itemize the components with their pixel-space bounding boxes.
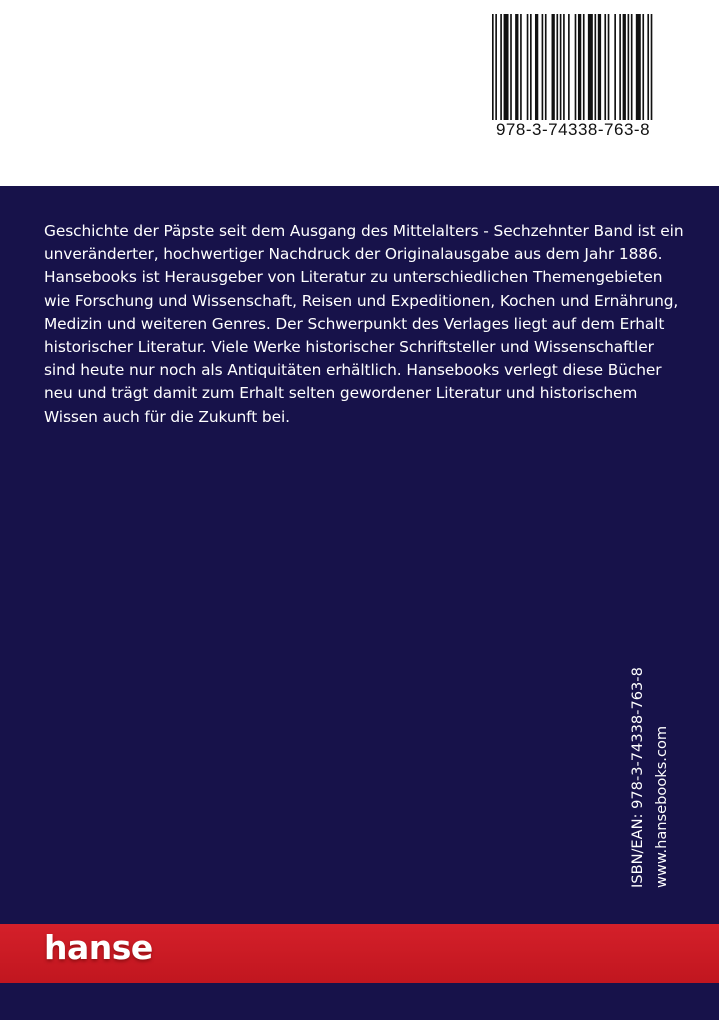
barcode-bar [594, 14, 596, 120]
barcode-bar [628, 14, 630, 120]
barcode-bar [604, 14, 606, 120]
barcode-bar [588, 14, 593, 120]
isbn-text: ISBN/EAN: 978-3-74338-763-8 [629, 667, 646, 888]
barcode-bar [575, 14, 577, 120]
barcode-bar [623, 14, 626, 120]
barcode-bar [563, 14, 565, 120]
barcode-bar [542, 14, 544, 120]
barcode-bar [578, 14, 581, 120]
description-paragraph-1: Geschichte der Päpste seit dem Ausgang des Mittelalters - Sechzehnter Band ist ein unveränderter, hochwertiger Nachdruck der Originalausgabe aus dem Jahr 1886. [44, 222, 684, 264]
barcode-bar [583, 14, 585, 120]
vertical-publisher-info [626, 626, 678, 888]
barcode-bar [568, 14, 570, 120]
barcode-bar [608, 14, 610, 120]
barcode-bar [535, 14, 538, 120]
barcode-bar [545, 14, 547, 120]
barcode-bar [552, 14, 555, 120]
barcode-bar [642, 14, 644, 120]
barcode-bar [614, 14, 616, 120]
website-text: www.hansebooks.com [653, 725, 670, 888]
hanse-logo: hanse [44, 928, 153, 967]
barcode-bar [619, 14, 621, 120]
barcode-bar [500, 14, 502, 120]
barcode-bar [510, 14, 512, 120]
publisher-band [0, 924, 719, 983]
barcode-bar [527, 14, 529, 120]
barcode-bar [651, 14, 653, 120]
barcode-bar [636, 14, 641, 120]
barcode-bar [515, 14, 518, 120]
barcode-bars [492, 14, 654, 120]
barcode-bar [504, 14, 509, 120]
barcode-bar [631, 14, 633, 120]
barcode-area [0, 0, 719, 186]
barcode-number: 978-3-74338-763-8 [495, 120, 651, 139]
book-description [44, 220, 684, 429]
barcode-bar [530, 14, 532, 120]
barcode-bar [560, 14, 562, 120]
barcode-bar [495, 14, 497, 120]
barcode [492, 14, 654, 146]
barcode-bar [492, 14, 494, 120]
barcode-bar [647, 14, 649, 120]
description-paragraph-2: Hansebooks ist Herausgeber von Literatur zu unterschiedlichen Themengebieten wie Forschung und Wissenschaft, Reisen und Expeditionen, Kochen und Ernährung, Medizin und weiteren Genres. Der Schwerpunkt des Verlages liegt auf dem Erhalt historischer Literatur. Viele Werke historischer Schriftsteller und Wissenschaftler sind heute nur noch als Antiquitäten erhältlich. Hansebooks verlegt diese Bücher neu und trägt damit zum Erhalt selten gewordener Literatur und historischem Wissen auch für die Zukunft bei. [44, 268, 679, 426]
bottom-band [0, 983, 719, 1020]
description-panel [0, 186, 719, 924]
barcode-bar [556, 14, 558, 120]
barcode-bar [598, 14, 601, 120]
barcode-bar [520, 14, 522, 120]
